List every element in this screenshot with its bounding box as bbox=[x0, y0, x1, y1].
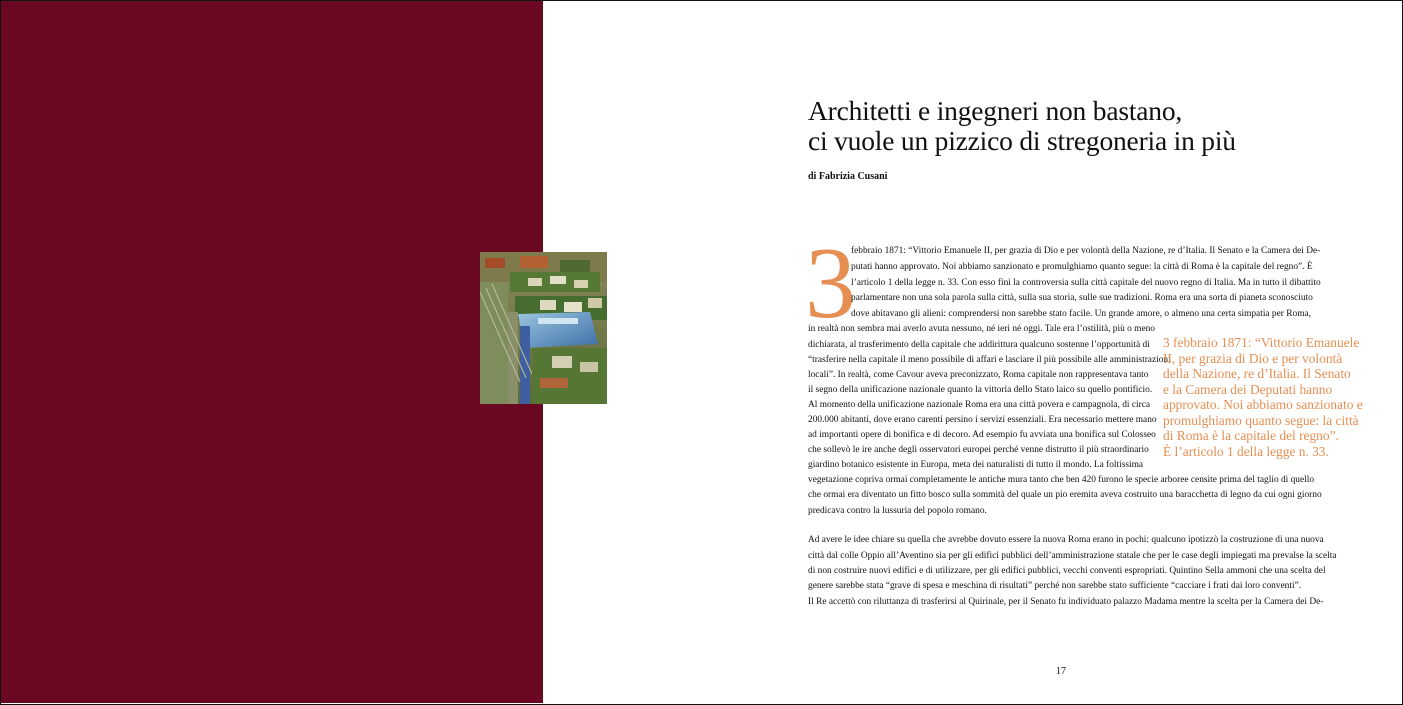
title-line-2: ci vuole un pizzico di stregoneria in più bbox=[808, 125, 1236, 156]
body-line: dove abitavano gli alieni: comprendersi non sarebbe stato facile. Un grande amore, o almeno una certa simpatia per Roma, bbox=[851, 309, 1311, 319]
body-line: Ad avere le idee chiare su quella che avrebbe dovuto essere la nuova Roma erano in pochi: qualcuno ipotizzò la costruzione di una nuova bbox=[808, 535, 1324, 545]
body-line: predicava contro la lussuria del popolo romano. bbox=[808, 506, 987, 516]
body-line: Al momento della unificazione nazionale Roma era una città povera e campagnola, di circa bbox=[808, 400, 1151, 410]
pull-quote-line: di Roma è la capitale del regno”. bbox=[1163, 428, 1339, 443]
body-line: “trasferire nella capitale il meno possibile di affari e lasciare il più possibile alle amministrazioni bbox=[808, 355, 1171, 365]
byline: di Fabrizia Cusani bbox=[808, 171, 888, 182]
body-line: Il Re accettò con riluttanza di trasferirsi al Quirinale, per il Senato fu individuato palazzo Madama mentre la scelta per la Camera dei De- bbox=[808, 597, 1324, 607]
body-line: città dal colle Oppio all’Aventino sia per gli edifici pubblici dell’amministrazione statale che per le case degli impiegati ma prevalse la scelta bbox=[808, 551, 1337, 561]
body-line: 200.000 abitanti, dove erano carenti persino i servizi essenziali. Era necessario mettere mano bbox=[808, 415, 1157, 425]
body-line: vegetazione copriva ormai completamente le antiche mura tanto che ben 420 furono le specie arboree censite prima del taglio di quello bbox=[808, 475, 1315, 485]
pull-quote-line: II, per grazia di Dio e per volontà bbox=[1163, 350, 1343, 366]
pull-quote-line: e la Camera dei Deputati hanno bbox=[1163, 381, 1333, 397]
aerial-city-photo bbox=[480, 252, 607, 404]
pull-quote-line: 3 febbraio 1871: “Vittorio Emanuele bbox=[1163, 335, 1360, 350]
body-line: che sollevò le ire anche degli osservatori europei perché venne distrutto il più straordinario bbox=[808, 445, 1149, 455]
body-line: l’articolo 1 della legge n. 33. Con esso finì la controversia sulla città capitale del nuovo regno di Italia. Ma in tutto il dibattito bbox=[851, 278, 1321, 288]
pull-quote-line: della Nazione, re d’Italia. Il Senato bbox=[1163, 366, 1351, 381]
body-line: in realtà non sembra mai averlo avuta nessuno, né ieri né oggi. Tale era l’ostilità, più o meno bbox=[808, 324, 1155, 334]
body-line: putati hanno approvato. Noi abbiamo sanzionato e promulghiamo quanto segue: la città di Roma è la capitale del regno”. È bbox=[851, 262, 1313, 272]
pull-quote-line: promulghiamo quanto segue: la città bbox=[1163, 412, 1359, 428]
pull-quote-line: approvato. Noi abbiamo sanzionato e bbox=[1163, 397, 1363, 412]
body-line: parlamentare non una sola parola sulla città, sulla sua storia, sulle sue tradizioni. Roma era una sorta di pianeta sconosciuto bbox=[851, 293, 1313, 303]
body-line: che ormai era diventato un fitto bosco sulla sommità del quale un pio eremita aveva costruito una baracchetta di legno da cui ogni giorno bbox=[808, 490, 1322, 500]
body-line: locali”. In realtà, come Cavour aveva preconizzato, Roma capitale non rappresentava tanto bbox=[808, 370, 1149, 380]
article-title bbox=[808, 96, 1236, 156]
body-line: il segno della unificazione nazionale quanto la vittoria dello Stato laico su quello pontificio. bbox=[808, 385, 1153, 395]
pull-quote-line: È l’articolo 1 della legge n. 33. bbox=[1163, 443, 1329, 459]
body-line: giardino botanico esistente in Europa, meta dei naturalisti di tutto il mondo. La foltissima bbox=[808, 460, 1144, 470]
body-line: di non costruire nuovi edifici e di utilizzare, per gli edifici pubblici, vecchi conventi espropriati. Quintino Sella ammonì che una scelta del bbox=[808, 566, 1326, 576]
body-line: genere sarebbe stata “grave di spesa e meschina di risultati” perché non sarebbe stato sufficiente “cacciare i frati dai loro conventi”. bbox=[808, 581, 1302, 591]
pull-quote bbox=[1163, 335, 1363, 459]
body-line: dichiarata, al trasferimento della capitale che addirittura qualcuno sostenne l’opportunità di bbox=[808, 340, 1150, 350]
drop-cap: 3 bbox=[805, 227, 856, 340]
page-number: 17 bbox=[1056, 666, 1066, 677]
body-line: ad importanti opere di bonifica e di decoro. Ad esempio fu avviata una bonifica sul Colosseo bbox=[808, 430, 1156, 440]
body-line: febbraio 1871: “Vittorio Emanuele II, per grazia di Dio e per volontà della Nazione, re d’Italia. Il Senato e la Camera dei De- bbox=[851, 246, 1321, 256]
left-color-panel bbox=[1, 1, 543, 703]
title-line-1: Architetti e ingegneri non bastano, bbox=[808, 95, 1183, 126]
